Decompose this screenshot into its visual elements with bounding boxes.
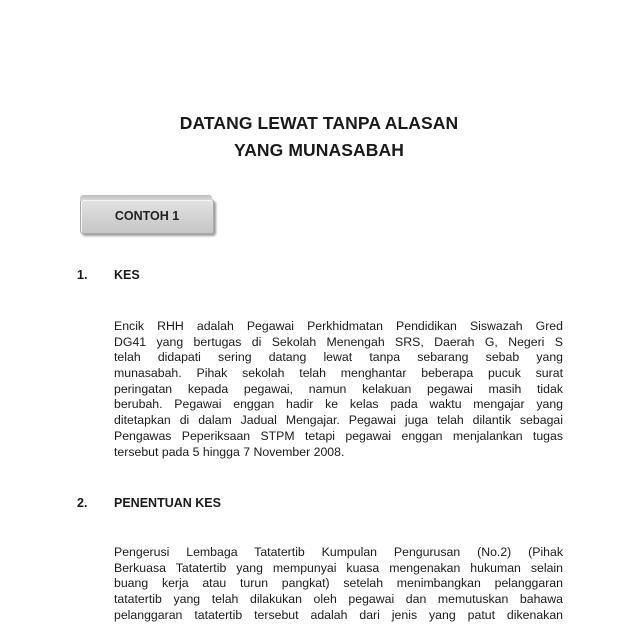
paragraph-line: Pengerusi Lembaga Tatatertib Kumpulan Pengurusan (No.2) (Pihak [114,545,563,559]
paragraph-line: tatatertib yang telah dilakukan oleh pegawai dan memutuskan bahawa [114,592,563,607]
paragraph-line: munasabah. Pihak sekolah telah menghantar beberapa pucuk surat [114,366,563,381]
paragraph-line: Encik RHH adalah Pegawai Perkhidmatan Pendidikan Siswazah Gred [114,319,563,333]
paragraph-line: peringatan kepada pegawai, namun kelakuan pegawai masih tidak [114,381,563,396]
paragraph-line: DG41 yang bertugas di Sekolah Menengah SRS, Daerah G, Negeri S [114,334,563,349]
example-badge [80,199,214,234]
section-paragraph [114,319,563,460]
title-line-2: YANG MUNASABAH [234,140,404,160]
paragraph-line: tersebut pada 5 hingga 7 November 2008. [114,444,345,459]
paragraph-line: Pengawas Peperiksaan STPM tetapi pegawai enggan menjalankan tugas [114,428,563,443]
section-heading: KES [114,268,140,282]
example-badge-label: CONTOH 1 [114,209,180,223]
paragraph-line: pelanggaran tatatertib tersebut adalah dari jenis yang patut dikenakan [114,607,563,622]
paragraph-line: ditetapkan di dalam Jadual Mengajar. Pegawai juga telah dilantik sebagai [114,413,563,428]
document-title [0,110,638,164]
section-number: 2. [77,496,88,510]
title-line-1: DATANG LEWAT TANPA ALASAN [179,113,459,133]
paragraph-line: buang kerja atau turun pangkat) setelah menimbangkan pelanggaran [114,576,563,591]
paragraph-line: Berkuasa Tatatertib yang mempunyai kuasa mengenakan hukuman selain [114,560,563,575]
paragraph-line: berubah. Pegawai enggan hadir ke kelas pada waktu mengajar yang [114,397,563,412]
paragraph-line: telah didapati sering datang lewat tanpa sebarang sebab yang [114,350,563,365]
section-heading: PENENTUAN KES [114,496,221,510]
section-number: 1. [77,268,88,282]
section-paragraph [114,545,563,623]
